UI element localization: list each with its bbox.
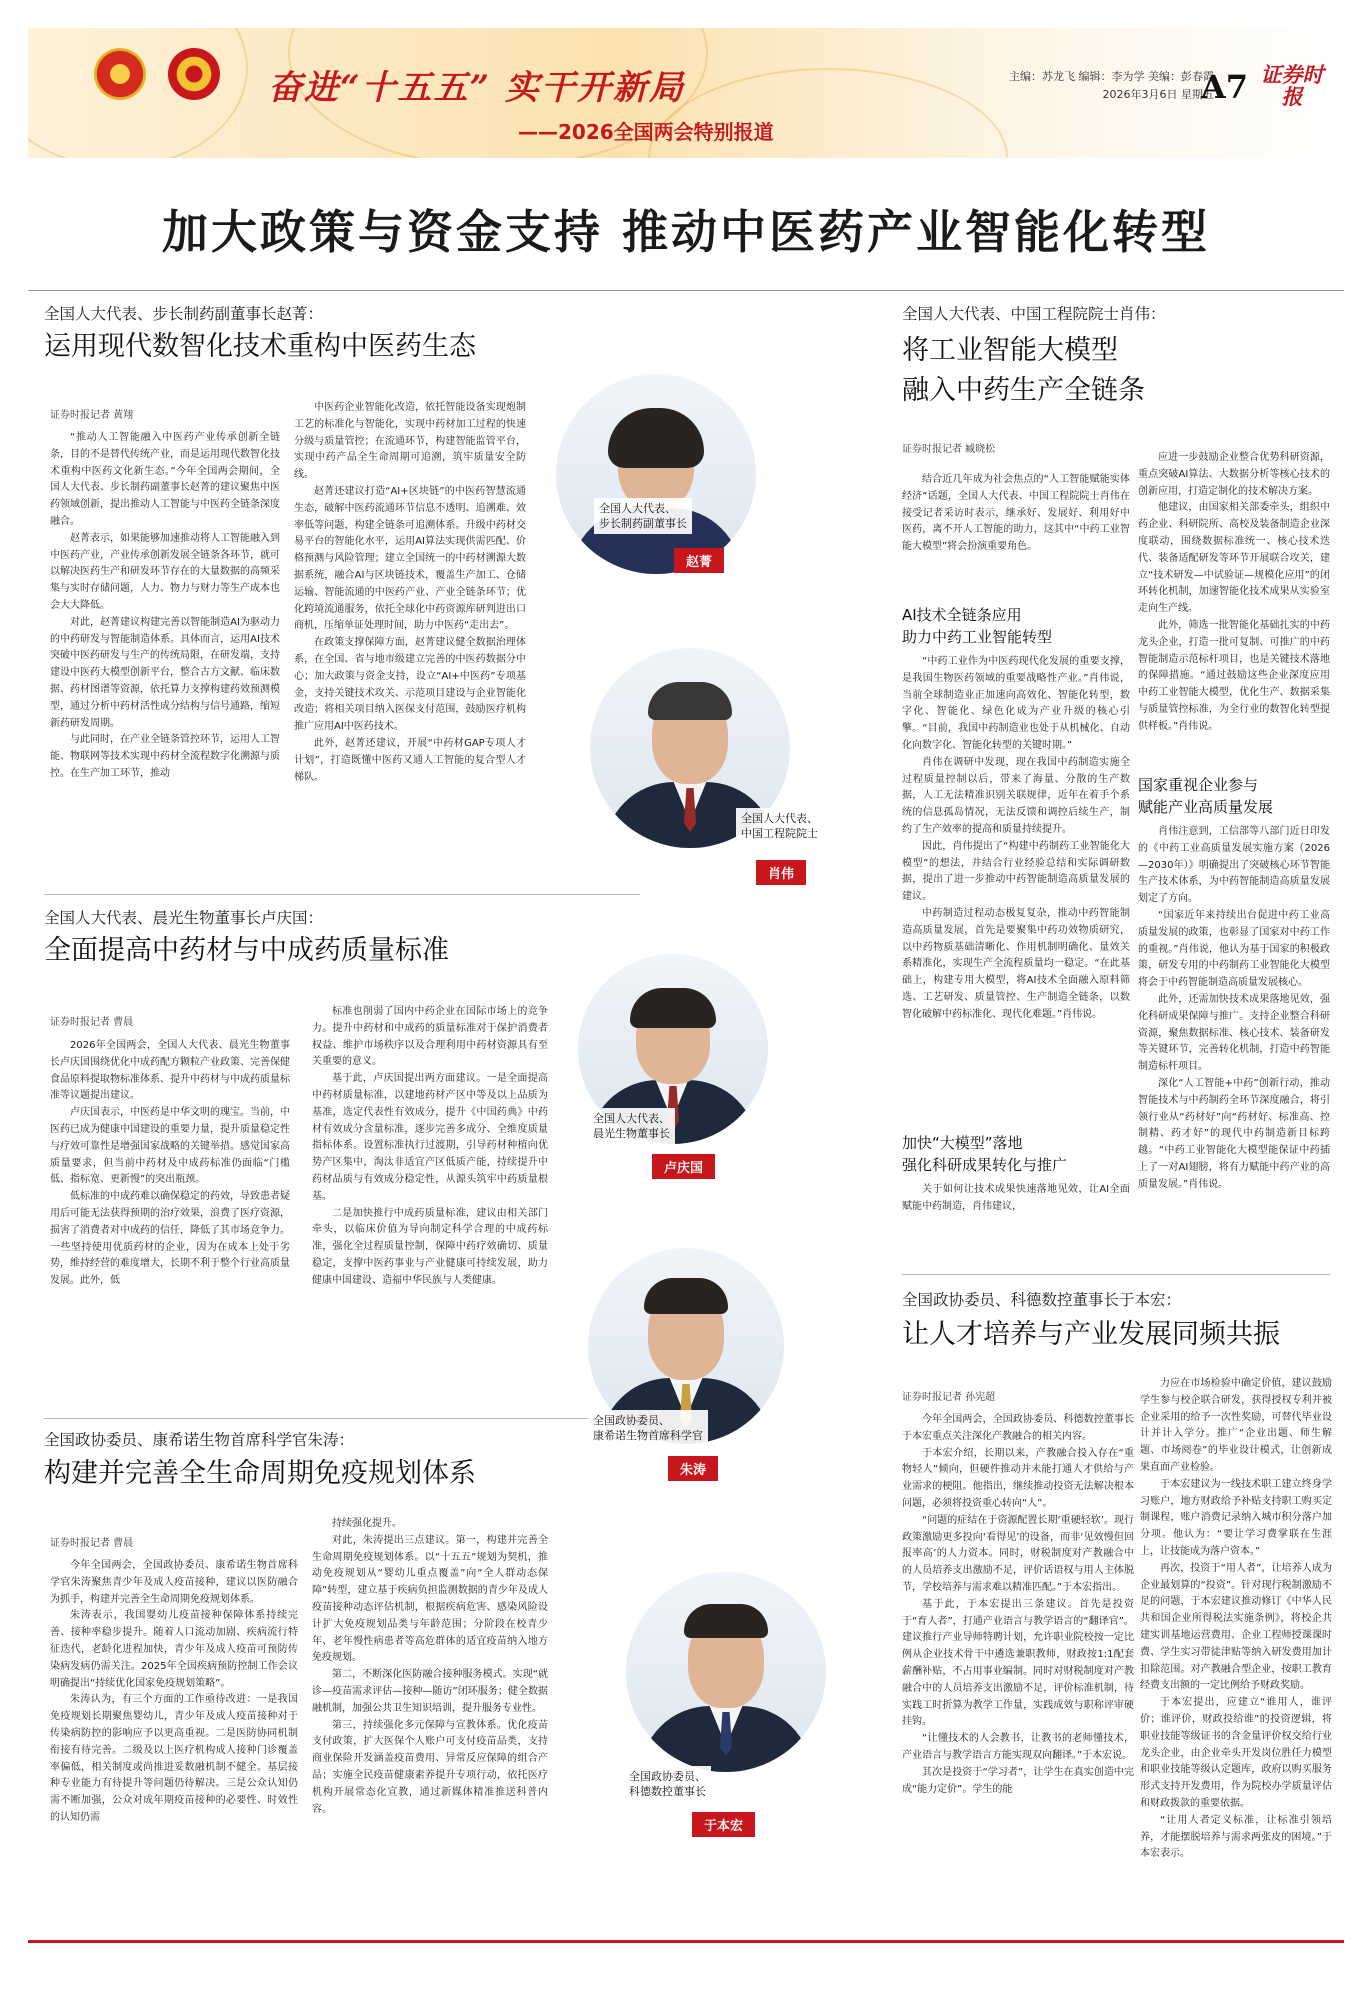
- article-2-column-1-intro: [902, 472, 1130, 598]
- paragraph: 对此，赵菁建议构建完善以智能制造AI为驱动力的中药研发与智能制造体系。具体而言，运用AI技术突破中医药研发与生产的传统局限，在研发端，支持建设中医药大模型创新平台，整合古方文献、临床数据、药材图谱等资源，依托算力支撑构建药效预测模型，通过分析中药材活性成分结构与信号通路，缩短新药研发周期。: [50, 616, 280, 729]
- page-meta: [1009, 68, 1214, 104]
- paragraph: 第二，不断深化医防融合接种服务模式。实现“就诊—疫苗需求评估—接种—随访”闭环服务；健全数据融机制，加强公共卫生知识培训，提升服务专业性。: [312, 1669, 548, 1714]
- subheading-line: AI技术全链条应用: [902, 606, 1022, 624]
- paragraph: 赵菁还建议打造“AI+区块链”的中医药智慧流通生态，破解中医药流通环节信息不透明、追溯难、效率低等问题，构建全链条可追溯体系。升级中药材交易平台的智能化水平，运用AI算法实现供需匹配、价格预测与风险管理；建立全国统一的中药材溯源大数据系统，融合AI与区块链技术，覆盖生产加工、仓储运输、智能流通的中医药产业、产业全链条环节；优化跨境流通服务，依托全球化中药资源库研判进出口商机，压缩单证处理时间，助力中医药“走出去”。: [294, 485, 526, 632]
- article-2-column-2: [1138, 450, 1330, 766]
- paragraph: 2026年全国两会，全国人大代表、晨光生物董事长卢庆国围绕优化中成药配方颗粒产业政策、完善保健食品原料提取物标准体系、提升中药材与中成药质量标准等议题提出建议。: [50, 1040, 290, 1102]
- article-2-kicker: 全国人大代表、中国工程院院士肖伟：: [902, 305, 1166, 323]
- paragraph: 关于如何让技术成果快速落地见效，让AI全面赋能中药制造，肖伟建议，: [902, 1184, 1130, 1212]
- portrait-caption: [594, 498, 692, 534]
- article-1-kicker: 全国人大代表、步长制药副董事长赵菁：: [44, 305, 324, 323]
- name-tag: 赵菁: [674, 548, 724, 573]
- article-2-column-1-tail: [902, 1182, 1130, 1218]
- caption-line: 科德数控董事长: [629, 1785, 706, 1798]
- paragraph: 于本宏建议为一线技术职工建立终身学习账户，地方财政给予补贴支持职工购买定制课程，账户消费记录纳入城市积分落户加分项。他认为：“要让学习费掌联在生涯上，让技能成为落户资本。”: [1140, 1478, 1332, 1557]
- caption-line: 全国政协委员、: [629, 1770, 706, 1783]
- paragraph: 在政策支撑保障方面，赵菁建议健全数据治理体系，在全国、省与地市级建立完善的中医药数据分中心；加大政策与资金支持，设立“AI+中医药”专项基金，支持关键技术攻关、示范项目建设与企业智能化改造；将相关项目纳入医保支付范围，鼓励医疗机构推广应用AI中医药技术。: [294, 637, 526, 733]
- article-1-column-1: [50, 430, 280, 850]
- paragraph: 因此，肖伟提出了“构建中药制药工业智能化大模型”的想法，并结合行业经验总结和实际调研数据，提出了进一步推动中药智能制造高质量发展的建议。: [902, 840, 1130, 903]
- paragraph: 应进一步鼓励企业整合优势科研资源，重点突破AI算法、大数据分析等核心技术的创新应用，打造定制化的技术解决方案。: [1138, 452, 1330, 497]
- article-5-column-2: [1140, 1376, 1332, 1928]
- caption-line: 康希诺生物首席科学官: [593, 1429, 703, 1442]
- divider: [902, 1274, 1330, 1275]
- caption-line: 步长制药副董事长: [599, 517, 687, 530]
- caption-line: 全国人大代表、: [599, 502, 676, 515]
- article-5-column-1: [902, 1412, 1134, 1928]
- subheading-line: 强化科研成果转化与推广: [902, 1156, 1068, 1174]
- article-2-title-line-1: 将工业智能大模型: [902, 335, 1118, 366]
- subheading-line: 国家重视企业参与: [1138, 776, 1259, 794]
- portrait-yu-benhong: [626, 1572, 826, 1772]
- divider: [28, 290, 1344, 291]
- paragraph: 中药制造过程动态极复复杂，推动中药智能制造高质量发展，首先是要聚集中药功效物质研究，以中药物质基础清晰化、作用机制明确化、量效关系精准化，实现生产全流程质量均一稳定。“在此基础上，构建专用大模型，将AI技术全面融入原料筛选、工艺研发、质量管控、生产制造全链条，以数智化破解中药标准化、现代化难题。”肖伟说。: [902, 907, 1130, 1020]
- article-3-byline: 证券时报记者 曹晨: [50, 1017, 134, 1028]
- article-3-column-1: [50, 1038, 290, 1398]
- paragraph: 深化“人工智能+中药”创新行动，推动智能技术与中药制药全环节深度融合，将引领行业从“药材好”向“药材好、标准高、控制精、药才好”的现代中药制造新目标跨越。“中药工业智能化大模型能保证中药插上了一对AI翅膀，将有力赋能中药产业的高质量发展。”肖伟说。: [1138, 1077, 1330, 1190]
- paragraph: 其次是投资于“学习者”，让学生在真实创造中完成“能力定价”。学生的能: [902, 1766, 1134, 1795]
- article-4-title: 构建并完善全生命周期免疫规划体系: [44, 1458, 476, 1489]
- paragraph: 再次，投资于“用人者”，让培养人成为企业最划算的“投资”。针对现行税制激励不足的问题，于本宏建议推动修订《中华人民共和国企业所得税法实施条例》，将校企共建实训基地运营费用、企业工程师授课课时费、学生实习带徒津贴等纳入研发费用加计扣除范围。对产教融合型企业，按职工教育经费支出额的一定比例给予财政奖励。: [1140, 1562, 1332, 1692]
- paragraph: 朱涛认为，有三个方面的工作亟待改进：一是我国免疫规划长期聚焦婴幼儿，青少年及成人疫苗接种对于传染病防控的影响应予以更高重视。二是医防协同机制衔接有待完善。二级及以上医疗机构成人接种门诊覆盖率偏低，相关制度或尚推进妥数融机制不健全。基层接种专业能力有待提升等问题仍待解决。三是公众认知仍需不断加强，公众对成年期疫苗接种的必要性、时效性的认知仍需: [50, 1694, 298, 1823]
- portrait-caption: [624, 1766, 711, 1802]
- banner-subtitle: ——2026全国两会特别报道: [518, 120, 774, 144]
- article-4-column-2: [312, 1516, 548, 1928]
- article-4-byline: 证券时报记者 曹晨: [50, 1538, 134, 1549]
- page-banner: [28, 28, 1344, 158]
- name-tag: 于本宏: [692, 1812, 755, 1837]
- article-5-byline: 证券时报记者 孙宪超: [902, 1392, 996, 1403]
- article-5-title: 让人才培养与产业发展同频共振: [902, 1319, 1280, 1350]
- paragraph: 赵菁表示，如果能够加速推动将人工智能融入到中医药产业，产业传承创新发展全链条各环节，就可以解决医药生产和研发环节存在的大量数据的高频采集与实时存储问题，人力、物力与财力等生产成本也会大大降低。: [50, 532, 280, 611]
- paragraph: 标准也削弱了国内中药企业在国际市场上的竞争力。提升中药材和中成药的质量标准对于保护消费者权益、维护市场秩序以及合理利用中药材资源具有至关重要的意义。: [312, 1006, 548, 1068]
- date-line: 2026年3月6日 星期五: [1102, 88, 1214, 101]
- paragraph: 他建议，由国家相关部委牵头，组织中药企业、科研院所、高校及装备制造企业深度联动，围绕数据标准统一、核心技术迭代、装备适配研发等环节开展联合攻关，建立“技术研发—中试验证—规模化应用”的闭环转化机制，加速智能化技术成果从实验室走向生产线。: [1138, 502, 1330, 615]
- paragraph: 低标准的中成药难以确保稳定的药效，导致患者疑用后可能无法获得预期的治疗效果，浪费了医疗资源，损害了消费者对中成药的信任，降低了其市场竞争力。一些坚持使用优质药材的企业，因为在成本上处于劣势，维持经营的难度增大，长期不利于整个行业高质量发展。此外，低: [50, 1191, 290, 1287]
- article-2-subheading-3: [1138, 774, 1273, 818]
- article-4-kicker: 全国政协委员、康希诺生物首席科学官朱涛：: [44, 1431, 355, 1449]
- paragraph: 于本宏提出，应建立“谁用人，谁评价；谁评价，财政投给谁”的投资逻辑，将职业技能等级证书的含金量评价权交给行业龙头企业，由企业牵头开发岗位胜任力模型和职业技能等级认定题库，政府以购买服务形式支持开发费用，作为院校办学质量评估和财政拨款的重要依据。: [1140, 1697, 1332, 1809]
- caption-line: 全国人大代表、: [593, 1112, 670, 1125]
- article-5-kicker: 全国政协委员、科德数控董事长于本宏：: [902, 1291, 1182, 1309]
- paragraph: “让用人者定义标准，让标准引领培养，才能摆脱培养与需求两张皮的困境。”于本宏表示。: [1140, 1814, 1332, 1860]
- paragraph: 于本宏介绍，长期以来，产教融合投入存在“重物轻人”倾向，但硬件推动并未能打通人才供给与产业需求的梗阻。他指出，继续推动投资无法解决根本问题，必须将投资重心转向“人”。: [902, 1447, 1134, 1509]
- portrait-caption: [736, 808, 823, 844]
- national-emblem-icon: [94, 48, 146, 100]
- divider: [44, 894, 640, 895]
- article-1-byline: 证券时报记者 黄翔: [50, 410, 134, 421]
- caption-line: 晨光生物董事长: [593, 1127, 670, 1140]
- paragraph: “中药工业作为中医药现代化发展的重要支撑，是我国生物医药领域的重要战略性产业。”肖伟说，当前全球制造业正加速向高效化、智能化转型，数字化、智能化、绿色化成为产业升级的核心引擎。“目前，我国中药制造业也处于从机械化、自动化向数字化、智能化转型的关键时期。”: [902, 656, 1130, 751]
- editors-line: 主编：苏龙飞 编辑：李为学 美编：彭春霞: [1009, 70, 1214, 83]
- paragraph: 此外，还需加快技术成果落地见效，强化科研成果保障与推广。支持企业整合科研资源，聚焦数据标准、核心技术、装备研发等关键环节，完善转化机制，打造中药智能制造标杆项目。: [1138, 993, 1330, 1073]
- paragraph: 与此同时，在产业全链条管控环节，运用人工智能、物联网等技术实现中药材全流程数字化溯源与质控。在生产加工环节，推动: [50, 734, 280, 779]
- article-2-column-2-body: [1138, 824, 1330, 1214]
- banner-slogan: 奋进“十五五” 实干开新局: [268, 68, 685, 108]
- portrait-zhao-jing: [556, 374, 756, 574]
- paragraph: 力应在市场检验中确定价值，建议鼓励学生参与校企联合研发，获得授权专利并被企业采用的给予一次性奖励，可替代毕业设计并计入学分。推广“企业出题、师生解题、市场阅卷”的毕业设计模式，让创新成果直面产业检验。: [1140, 1378, 1332, 1473]
- caption-line: 中国工程院院士: [741, 827, 818, 840]
- newspaper-page: [28, 28, 1344, 1958]
- caption-line: 全国人大代表、: [741, 812, 818, 825]
- paragraph: 此外，赵菁还建议，开展“中药材GAP专项人才计划”，打造既懂中医药又通人工智能的复合型人才梯队。: [294, 737, 526, 783]
- article-3-column-2: [312, 1004, 548, 1398]
- paragraph: 朱涛表示，我国婴幼儿疫苗接种保障体系持续完善、接种率稳步提升。随着人口流动加剧、疾病流行特征迭代，老龄化进程加快，青少年及成人疫苗可预防传染病发病仍需关注。2025年全国疾病预防控制工作会议明确提出“持续优化国家免疫规划策略”。: [50, 1610, 298, 1689]
- paragraph: “推动人工智能融入中医药产业传承创新全链条，目的不是替代传统产业，而是运用现代数智化技术重构中医药文化新生态。”今年全国两会期间，全国人大代表、步长制药副董事长赵菁的建议聚焦中医药领域创新，提出推动人工智能与中医药全链条深度融合。: [50, 432, 280, 527]
- paragraph: 卢庆国表示，中医药是中华文明的瑰宝。当前，中医药已成为健康中国建设的重要力量，提升质量稳定性与疗效可靠性是增强国家战略的关键举措。感觉国家高质量要求，但当前中药材及中成药标准仍面临“门槛低、指标宽、更新慢”的突出瓶颈。: [50, 1107, 290, 1186]
- paragraph: 肖伟注意到，工信部等八部门近日印发的《中药工业高质量发展实施方案（2026—2030年）》明确提出了突破核心环节智能生产技术体系，为中药智能制造高质量发展划定了方向。: [1138, 826, 1330, 905]
- article-1-column-2: [294, 400, 526, 850]
- article-4-column-1: [50, 1558, 298, 1928]
- page-headline: 加大政策与资金支持 推动中医药产业智能化转型: [161, 205, 1210, 259]
- paragraph: “国家近年来持续出台促进中药工业高质量发展的政策，也彰显了国家对中药工作的重视。”肖伟说，他认为基于国家的积极政策，研发专用的中药制药工业智能化大模型将会于中药智能制造高质量发展核心。: [1138, 909, 1330, 989]
- paragraph: 第三，持续强化多元保障与宣教体系。优化疫苗支付政策，扩大医保个人账户可支付疫苗品类，支持商业保险开发涵盖疫苗费用、异常反应保障的组合产品；实施全民疫苗健康素养提升专项行动，依托医疗机构开展常态化宣教，通过新媒体精准推送科普内容。: [312, 1719, 548, 1815]
- paragraph: 中医药企业智能化改造，依托智能设备实现炮制工艺的标准化与智能化，实现中药材加工过程的快速分级与质量管控；在流通环节，构建智能监管平台，实现中药产品全生命周期可追溯，筑牢质量安全防线。: [294, 402, 526, 481]
- portrait-caption: [588, 1108, 675, 1144]
- paragraph: 基于此，于本宏提出三条建议。首先是投资于“育人者”，打通产业语言与教学语言的“翻译官”。建议推行产业导师特聘计划，允许职业院校按一定比例从企业技术骨干中遴选兼职教师，财政按1:1配套薪酬补贴，不占用事业编制。同时对财税制度对产教融合中的人员培养支出激励不足，评价标准机制，待实践工时折算为教学工作量，实践成效与职称评审硬挂钩。: [902, 1598, 1134, 1728]
- portrait-caption: [588, 1410, 708, 1446]
- bottom-rule: [28, 1940, 1344, 1943]
- page-number: A7: [1200, 68, 1248, 106]
- paragraph: 持续强化提升。: [332, 1518, 402, 1529]
- paragraph: 基于此，卢庆国提出两方面建议。一是全面提高中药材质量标准，以建地药材产区中等及以上品质为基准，选定代表性有效成分，提升《中国药典》中药材有效成分含量标准，逐步完善多成分、全维度质量指标体系。设置标准执行过渡期，引导药材种植向优势产区集中，淘汰非适宜产区低质产能，持续提升中药材品质与有效成分稳定性，从源头筑牢中药质量根基。: [312, 1073, 548, 1202]
- cppcc-emblem-icon: [168, 48, 220, 100]
- paragraph: 今年全国两会，全国政协委员、康希诺生物首席科学官朱涛聚焦青少年及成人疫苗接种，建议以医防融合为抓手，构建并完善全生命周期免疫规划体系。: [50, 1560, 298, 1605]
- paragraph: “让懂技术的人会教书，让教书的老师懂技术，产业语言与教学语言方能实现双向翻译。”于本宏说。: [902, 1733, 1134, 1761]
- paragraph: 此外，筛选一批智能化基础扎实的中药龙头企业，打造一批可复制、可推广的中药智能制造示范标杆项目，也是关键技术落地的保障措施。“通过鼓励这些企业深度应用中药工业智能大模型，优化生产、数据采集与质量管控标准，为全行业的数智化转型提供样板。”肖伟说。: [1138, 619, 1330, 732]
- subheading-line: 赋能产业高质量发展: [1138, 798, 1274, 816]
- name-tag: 卢庆国: [652, 1154, 715, 1179]
- divider: [44, 1418, 640, 1419]
- paragraph: 肖伟在调研中发现，现在我国中药制造实施全过程质量控制以后，带来了海量、分散的生产数据，人工无法精准识别关联规律，近年在着手个系统的信息孤岛情况，无法反馈和调控后续生产，制约了生产效率的提高和质量持续提升。: [902, 756, 1130, 835]
- paragraph: 结合近几年成为社会焦点的“人工智能赋能实体经济”话题，全国人大代表、中国工程院院士肖伟在接受记者采访时表示，继承好、发展好、利用好中医药，离不开人工智能的助力，这其中“中药工业智能大模型”将会扮演重要角色。: [902, 474, 1130, 553]
- newspaper-logo: 证券时报: [1260, 62, 1324, 109]
- name-tag: 肖伟: [756, 860, 806, 885]
- article-1-title: 运用现代数智化技术重构中医药生态: [44, 331, 476, 362]
- name-tag: 朱涛: [668, 1456, 718, 1481]
- article-2-byline: 证券时报记者 臧晓松: [902, 444, 996, 455]
- paragraph: 今年全国两会，全国政协委员、科德数控董事长于本宏重点关注深化产教融合的相关内容。: [902, 1414, 1134, 1442]
- caption-line: 全国政协委员、: [593, 1414, 670, 1427]
- subheading-line: 助力中药工业智能转型: [902, 628, 1053, 646]
- paragraph: 二是加快推行中成药质量标准，建议由相关部门牵头，以临床价值为导向制定科学合理的中成药标准，强化全过程质量控制，保障中药疗效确切、质量稳定，支撑中医药事业与产业健康可持续发展，助力健康中国建设、造福中华民族与人类健康。: [312, 1207, 548, 1286]
- article-3-title: 全面提高中药材与中成药质量标准: [44, 935, 449, 966]
- subheading-line: 加快“大模型”落地: [902, 1134, 1023, 1152]
- article-2-title-line-2: 融入中药生产全链条: [902, 375, 1145, 406]
- paragraph: “问题的症结在于资源配置长期‘重硬轻软’。现行政策激励更多投向‘看得见’的设备，而非‘见效慢但回报率高’的人力资本。同时，财税制度对产教融合中的人员培养支出激励不足，评价话语权与用人主体脱节，学校培养与需求难以精准匹配。”于本宏指出。: [902, 1514, 1134, 1593]
- article-3-kicker: 全国人大代表、晨光生物董事长卢庆国：: [44, 909, 324, 927]
- article-2-column-1-body: [902, 654, 1130, 1120]
- paragraph: 对此，朱涛提出三点建议。第一，构建并完善全生命周期免疫规划体系。以“十五五”规划为契机，推动免疫规划从“婴幼儿重点覆盖”向“全人群动态保障”转型，建立基于疾病负担监测数据的青少年及成人疫苗接种动态评估机制，根据疾病危害、感染风险设计扩大免疫规划品类与年龄范围；分阶段在校青少年、老年慢性病患者等高危群体的适宜疫苗纳入地方免疫规划。: [312, 1534, 548, 1664]
- article-2-subheading-1: [902, 604, 1052, 648]
- article-2-subheading-2: [902, 1132, 1067, 1176]
